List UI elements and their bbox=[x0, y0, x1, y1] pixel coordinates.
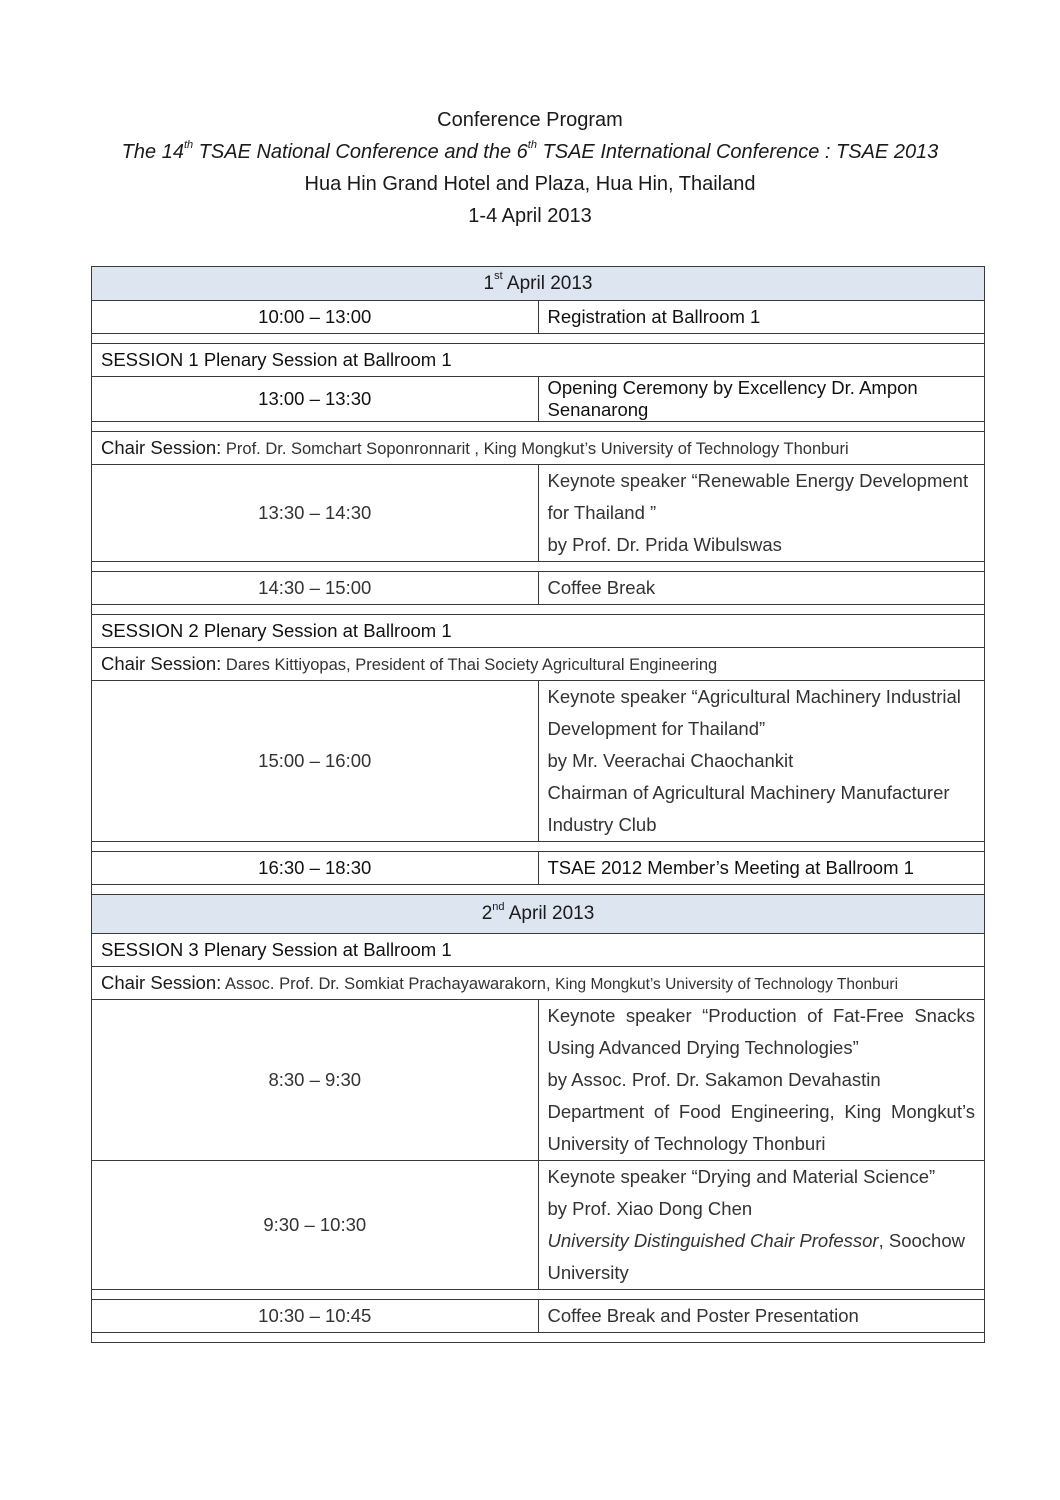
keynote-affiliation bbox=[548, 1225, 976, 1289]
day-label: April 2013 bbox=[502, 272, 593, 294]
event-cell bbox=[538, 1000, 985, 1161]
subtitle-sup-1: th bbox=[183, 139, 194, 152]
spacer-row bbox=[92, 1333, 985, 1343]
document-header bbox=[0, 104, 1060, 232]
session-title: SESSION 3 Plenary Session at Ballroom 1 bbox=[92, 934, 985, 967]
day-number: 1 bbox=[483, 272, 495, 294]
keynote-title: Keynote speaker “Agricultural Machinery Industrial Development for Thailand” bbox=[547, 686, 961, 739]
subtitle-part-b: TSAE National Conference and the 6 bbox=[193, 141, 528, 163]
day-number: 2 bbox=[481, 903, 493, 924]
date-row-day2 bbox=[92, 895, 985, 934]
spacer-row bbox=[92, 842, 985, 852]
table-row bbox=[92, 465, 985, 562]
page-title: Conference Program bbox=[437, 109, 623, 131]
session-row bbox=[92, 344, 985, 377]
spacer-row bbox=[92, 605, 985, 615]
event-cell: Registration at Ballroom 1 bbox=[538, 301, 985, 334]
chair-text: Assoc. Prof. Dr. Somkiat Prachayawarakorn, bbox=[221, 975, 556, 993]
chair-text: Prof. Dr. Somchart Soponronnarit , King Mongkut’s University of Technology Thonburi bbox=[221, 440, 849, 458]
conference-subtitle bbox=[0, 136, 1060, 168]
program-table bbox=[91, 266, 985, 1343]
time-cell: 15:00 – 16:00 bbox=[92, 681, 539, 842]
keynote-speaker: by Mr. Veerachai Chaochankit bbox=[547, 750, 794, 771]
event-cell bbox=[538, 1161, 985, 1290]
chair-cell bbox=[92, 648, 985, 681]
subtitle-part-c: TSAE International Conference : TSAE 2013 bbox=[536, 141, 939, 163]
venue: Hua Hin Grand Hotel and Plaza, Hua Hin, Thailand bbox=[304, 173, 756, 195]
day-suffix: st bbox=[494, 270, 503, 283]
table-row bbox=[92, 852, 985, 885]
event-cell bbox=[538, 465, 985, 562]
spacer-row bbox=[92, 885, 985, 895]
keynote-speaker: by Assoc. Prof. Dr. Sakamon Devahastin bbox=[547, 1069, 881, 1090]
session-title: SESSION 1 Plenary Session at Ballroom 1 bbox=[92, 344, 985, 377]
chair-row bbox=[92, 432, 985, 465]
keynote-title: Keynote speaker “Renewable Energy Development for Thailand ” bbox=[547, 470, 969, 523]
time-cell: 13:00 – 13:30 bbox=[92, 377, 539, 422]
chair-row bbox=[92, 967, 985, 1000]
chair-text: Dares Kittiyopas, President of Thai Society Agricultural Engineering bbox=[221, 656, 718, 674]
table-row bbox=[92, 1000, 985, 1161]
time-cell: 14:30 – 15:00 bbox=[92, 572, 539, 605]
keynote-title: Keynote speaker “Production of Fat-Free Snacks Using Advanced Drying Technologies” bbox=[547, 1005, 975, 1058]
session-row bbox=[92, 934, 985, 967]
table-row bbox=[92, 572, 985, 605]
time-cell: 10:00 – 13:00 bbox=[92, 301, 539, 334]
day-label: April 2013 bbox=[504, 903, 595, 924]
table-row bbox=[92, 1161, 985, 1290]
day-suffix: nd bbox=[492, 900, 505, 913]
spacer-row bbox=[92, 562, 985, 572]
chair-label: Chair Session: bbox=[101, 653, 222, 674]
spacer-row bbox=[92, 1290, 985, 1300]
chair-cell bbox=[92, 967, 985, 1000]
table-row bbox=[92, 1300, 985, 1333]
date-row-day1 bbox=[92, 267, 985, 301]
chair-label: Chair Session: bbox=[101, 972, 222, 993]
keynote-speaker: by Prof. Xiao Dong Chen bbox=[547, 1198, 753, 1219]
time-cell: 8:30 – 9:30 bbox=[92, 1000, 539, 1161]
keynote-affiliation: Department of Food Engineering, King Mongkut’s University of Technology Thonburi bbox=[547, 1101, 975, 1154]
time-cell: 13:30 – 14:30 bbox=[92, 465, 539, 562]
table-row bbox=[92, 681, 985, 842]
chair-row bbox=[92, 648, 985, 681]
time-cell: 9:30 – 10:30 bbox=[92, 1161, 539, 1290]
conference-dates: 1-4 April 2013 bbox=[468, 205, 592, 227]
event-cell: Coffee Break bbox=[538, 572, 985, 605]
time-cell: 10:30 – 10:45 bbox=[92, 1300, 539, 1333]
chair-label: Chair Session: bbox=[101, 437, 222, 458]
spacer-row bbox=[92, 422, 985, 432]
event-cell bbox=[538, 681, 985, 842]
time-cell: 16:30 – 18:30 bbox=[92, 852, 539, 885]
event-cell: Coffee Break and Poster Presentation bbox=[538, 1300, 985, 1333]
keynote-affiliation: Chairman of Agricultural Machinery Manufacturer Industry Club bbox=[547, 782, 950, 835]
affiliation-title: University Distinguished Chair Professor bbox=[547, 1230, 879, 1251]
table-row bbox=[92, 301, 985, 334]
table-row bbox=[92, 377, 985, 422]
subtitle-sup-2: th bbox=[527, 139, 537, 152]
keynote-speaker: by Prof. Dr. Prida Wibulswas bbox=[547, 534, 782, 555]
session-title: SESSION 2 Plenary Session at Ballroom 1 bbox=[92, 615, 985, 648]
event-cell: Opening Ceremony by Excellency Dr. Ampon Senanarong bbox=[538, 377, 985, 422]
date-cell bbox=[92, 267, 985, 301]
chair-cell bbox=[92, 432, 985, 465]
spacer-row bbox=[92, 334, 985, 344]
keynote-title: Keynote speaker “Drying and Material Science” bbox=[547, 1166, 936, 1187]
session-row bbox=[92, 615, 985, 648]
subtitle-part-a: The 14 bbox=[121, 141, 184, 163]
chair-affiliation: King Mongkut’s University of Technology Thonburi bbox=[555, 976, 899, 993]
affiliation-org: , Soochow University bbox=[547, 1230, 965, 1283]
event-cell: TSAE 2012 Member’s Meeting at Ballroom 1 bbox=[538, 852, 985, 885]
date-cell bbox=[92, 895, 985, 934]
